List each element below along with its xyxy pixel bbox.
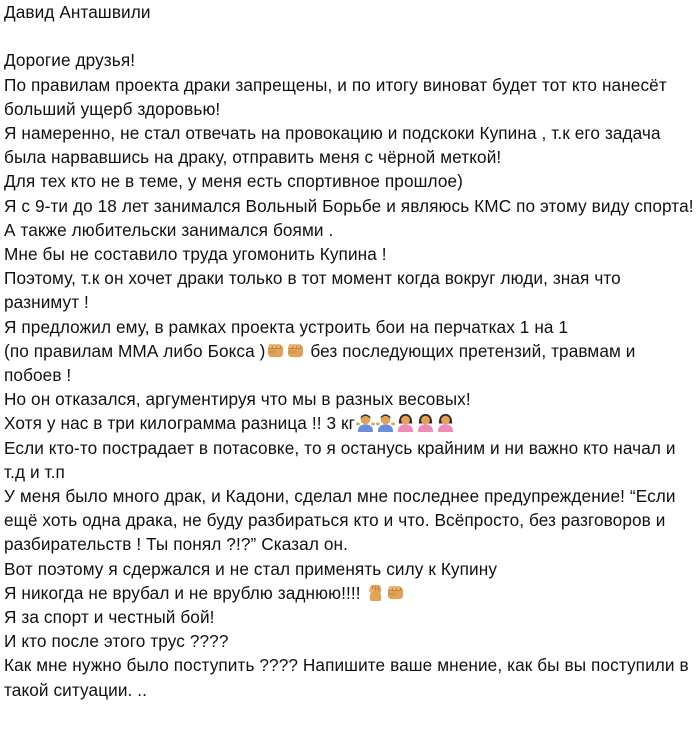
paragraph-rules: По правилам проекта драки запрещены, и по итогу виноват будет тот кто нанесёт больший ущерб здоровью!	[4, 74, 667, 119]
paragraph-fair-fight: Я за спорт и честный бой!	[4, 607, 215, 628]
paragraph-provocation: Я намеренно, не стал отвечать на провокацию и подскоки Купина , т.к его задача была нарвавшись на драку, отправить меня с чёрной меткой!	[4, 122, 661, 168]
paragraph-weight	[4, 411, 694, 435]
woman-shrugging-icon	[396, 413, 415, 432]
rules-text: (по правилам ММА либо Бокса )	[4, 340, 266, 361]
paragraph-background: Для тех кто не в теме, у меня есть спортивное прошлое)	[4, 171, 463, 192]
paragraph-warning: У меня было много драк, и Кадони, сделал мне последнее предупреждение! “Если ещё хоть одна драка, не буду разбираться кто и что. Всёпросто, без разговоров и разбирательств ! Ты понял ?!?” Сказал он.	[4, 486, 676, 555]
paragraph-proposal: Я предложил ему, в рамках проекта устроить бои на перчатках 1 на 1	[4, 316, 569, 337]
spacer	[4, 24, 694, 48]
post	[4, 0, 694, 702]
paragraph-rules-mma	[4, 339, 694, 387]
man-shrugging-icon	[356, 413, 375, 432]
fist-bump-icon	[286, 341, 305, 360]
weight-text: Хотя у нас в три килограмма разница !! 3 кг	[4, 413, 355, 434]
paragraph-never-back-down	[4, 581, 694, 605]
fist-bump-icon	[266, 341, 285, 360]
paragraph-question: Как мне нужно было поступить ???? Напишите ваше мнение, как бы вы поступили в такой ситуации. ..	[4, 655, 689, 700]
fist-bump-icon	[386, 583, 405, 602]
woman-gesturing-no-icon	[436, 413, 455, 432]
man-shrugging-icon	[376, 413, 395, 432]
paragraph-wrestling: Я с 9-ти до 18 лет занимался Вольный Борьбе и являюсь КМС по этому виду спорта! А также любительски занимался боями .	[4, 195, 694, 240]
never-back-down-text: Я никогда не врубал и не врублю заднюю!!!!	[4, 582, 361, 603]
woman-facepalm-icon	[416, 413, 435, 432]
paragraph-therefore: Поэтому, т.к он хочет драки только в тот момент когда вокруг люди, зная что разнимут !	[4, 268, 621, 313]
paragraph-coward: И кто после этого трус ????	[4, 631, 229, 652]
paragraph-restrained: Вот поэтому я сдержался и не стал применять силу к Купину	[4, 558, 498, 579]
greeting: Дорогие друзья!	[4, 50, 136, 71]
paragraph-calm: Мне бы не составило труда угомонить Купина !	[4, 244, 387, 264]
author-name[interactable]: Давид Анташвили	[4, 2, 151, 22]
paragraph-refused: Но он отказался, аргументируя что мы в разных весовых!	[4, 389, 471, 410]
paragraph-blame: Если кто-то пострадает в потасовке, то я останусь крайним и ни важно кто начал и т.д и т.п	[4, 437, 676, 482]
rules-text-continued: без последующих претензий, травмам и побоев !	[4, 340, 636, 386]
raised-fist-icon	[366, 583, 385, 602]
